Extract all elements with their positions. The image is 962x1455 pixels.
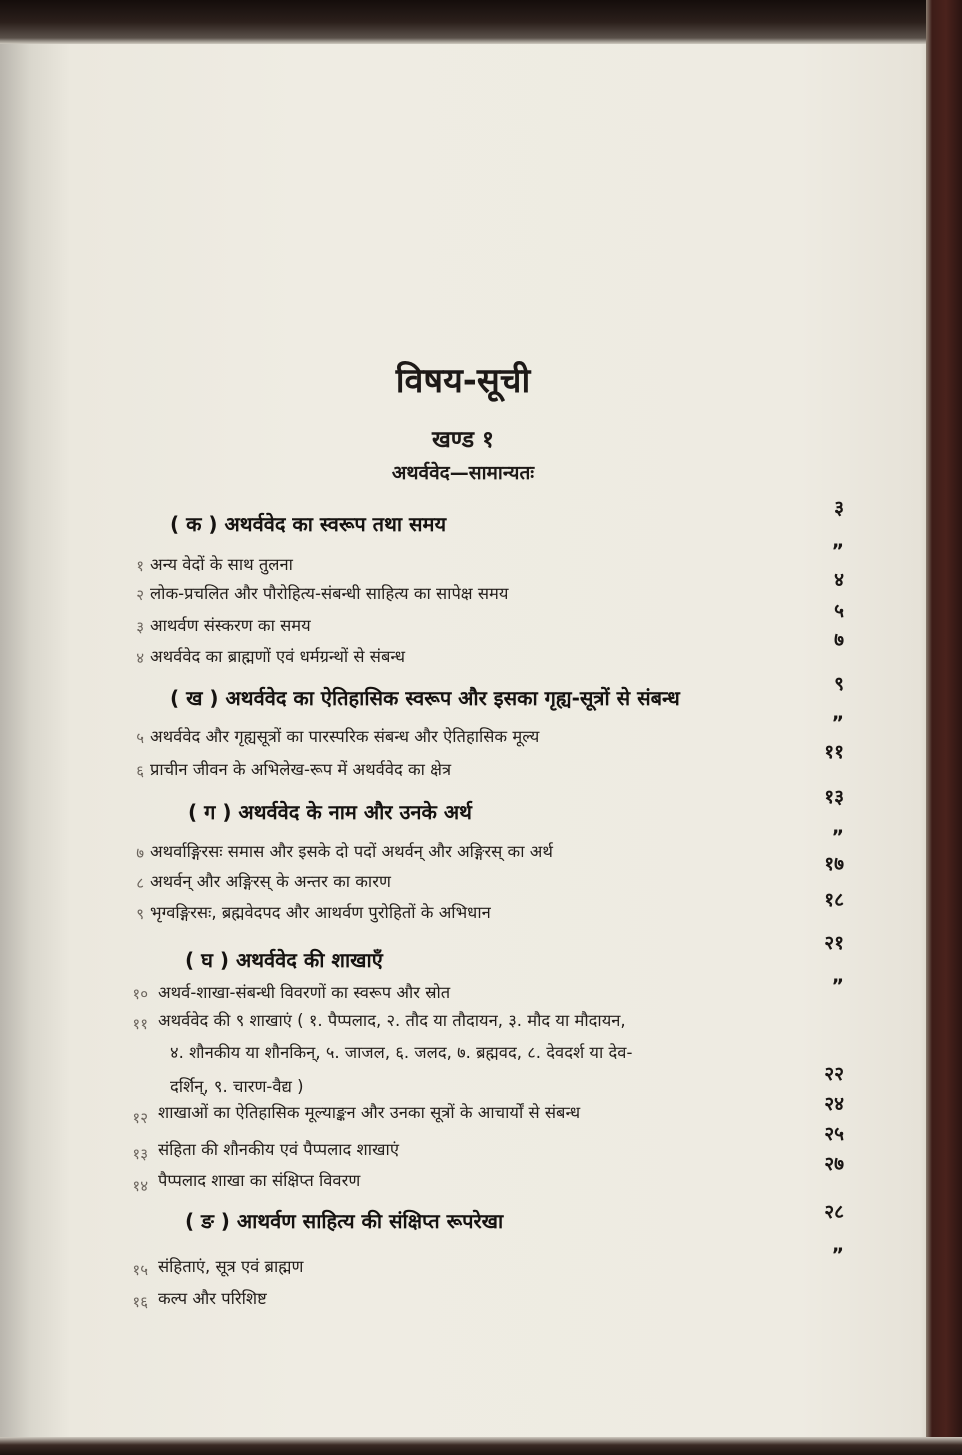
item-page: १८ bbox=[824, 889, 844, 911]
item-number: ३ bbox=[136, 618, 144, 636]
section-page-nga: २८ bbox=[824, 1201, 844, 1223]
item-number: १६ bbox=[132, 1293, 148, 1311]
toc-item: कल्प और परिशिष्ट bbox=[158, 1289, 267, 1308]
toc-item-line: दर्शिन्, ९. चारण-वैद्य ) bbox=[170, 1077, 304, 1096]
toc-item: शाखाओं का ऐतिहासिक मूल्याङ्कन और उनका सूत्रों के आचार्यों से संबन्ध bbox=[158, 1103, 581, 1122]
item-page: २७ bbox=[824, 1153, 844, 1175]
item-page: ५ bbox=[834, 600, 844, 622]
section-page-ga: १३ bbox=[824, 786, 844, 808]
item-number: ८ bbox=[136, 874, 144, 892]
item-page: ” bbox=[831, 826, 844, 848]
item-page: २५ bbox=[824, 1123, 844, 1145]
section-page-kha: ९ bbox=[834, 673, 844, 695]
section-page-gha: २१ bbox=[824, 932, 844, 954]
part-heading: खण्ड १ bbox=[431, 427, 494, 453]
toc-item: भृग्वङ्गिरसः, ब्रह्मवेदपद और आथर्वण पुरोहितों के अभिधान bbox=[150, 903, 491, 922]
page-top-shadow bbox=[0, 0, 962, 44]
toc-item: पैप्पलाद शाखा का संक्षिप्त विवरण bbox=[158, 1171, 361, 1190]
toc-item: लोक-प्रचलित और पौरोहित्य-संबन्धी साहित्य का सापेक्ष समय bbox=[150, 584, 509, 603]
item-number: ५ bbox=[136, 729, 144, 747]
item-number: ९ bbox=[136, 905, 144, 923]
section-heading-kha: ( ख ) अथर्ववेद का ऐतिहासिक स्वरूप और इसका गृह्य-सूत्रों से संबन्ध bbox=[170, 686, 680, 710]
toc-item: आथर्वण संस्करण का समय bbox=[150, 616, 311, 635]
item-number: ७ bbox=[136, 844, 144, 862]
item-number: १३ bbox=[132, 1145, 148, 1163]
toc-item: अथर्वन् और अङ्गिरस् के अन्तर का कारण bbox=[150, 872, 391, 891]
toc-item-line: ४. शौनकीय या शौनकिन्, ५. जाजल, ६. जलद, ७. ब्रह्मवद, ८. देवदर्श या देव- bbox=[170, 1043, 633, 1062]
item-number: ६ bbox=[136, 762, 144, 780]
item-page: ” bbox=[831, 975, 844, 997]
page-title: विषय-सूची bbox=[395, 361, 531, 401]
item-number: २ bbox=[136, 586, 144, 604]
item-number: १० bbox=[132, 985, 148, 1003]
item-page: ” bbox=[831, 712, 844, 734]
item-number: १२ bbox=[132, 1109, 148, 1127]
toc-item: अथर्वाङ्गिरसः समास और इसके दो पदों अथर्वन् और अङ्गिरस् का अर्थ bbox=[150, 842, 553, 861]
page-bottom-shadow bbox=[0, 1437, 962, 1455]
toc-item: अथर्व-शाखा-संबन्धी विवरणों का स्वरूप और स्रोत bbox=[158, 983, 451, 1002]
book-binding-edge bbox=[926, 0, 962, 1455]
item-number: ११ bbox=[132, 1015, 148, 1033]
toc-item-line: अथर्ववेद की ९ शाखाएं ( १. पैप्पलाद, २. तौद या तौदायन, ३. मौद या मौदायन, bbox=[158, 1011, 626, 1030]
item-number: ४ bbox=[136, 649, 144, 667]
item-page: ” bbox=[831, 1244, 844, 1266]
item-page: ७ bbox=[834, 629, 844, 651]
section-heading-ga: ( ग ) अथर्ववेद के नाम और उनके अर्थ bbox=[188, 800, 472, 824]
toc-item: अथर्ववेद और गृह्यसूत्रों का पारस्परिक संबन्ध और ऐतिहासिक मूल्य bbox=[150, 727, 540, 746]
toc-item: संहिता की शौनकीय एवं पैप्पलाद शाखाएं bbox=[158, 1140, 399, 1159]
item-page: ४ bbox=[834, 569, 844, 591]
toc-item: अथर्ववेद का ब्राह्मणों एवं धर्मग्रन्थों से संबन्ध bbox=[150, 647, 406, 666]
section-page-ka: ३ bbox=[834, 497, 844, 519]
toc-item: संहिताएं, सूत्र एवं ब्राह्मण bbox=[158, 1257, 304, 1276]
item-number: १५ bbox=[132, 1261, 148, 1279]
section-heading-ka: ( क ) अथर्ववेद का स्वरूप तथा समय bbox=[170, 512, 447, 536]
item-page: ” bbox=[831, 540, 844, 562]
item-number: १४ bbox=[132, 1177, 148, 1195]
section-heading-nga: ( ङ ) आथर्वण साहित्य की संक्षिप्त रूपरेखा bbox=[185, 1209, 504, 1233]
item-number: १ bbox=[136, 557, 144, 575]
item-page: ११ bbox=[824, 741, 844, 763]
item-page: २२ bbox=[824, 1063, 844, 1085]
item-page: २४ bbox=[824, 1093, 844, 1115]
section-heading-gha: ( घ ) अथर्ववेद की शाखाएँ bbox=[185, 948, 383, 972]
toc-item: अन्य वेदों के साथ तुलना bbox=[150, 555, 293, 574]
toc-item: प्राचीन जीवन के अभिलेख-रूप में अथर्ववेद का क्षेत्र bbox=[150, 760, 452, 779]
part-subtitle: अथर्ववेद—सामान्यतः bbox=[391, 462, 535, 484]
item-page: १७ bbox=[824, 853, 844, 875]
